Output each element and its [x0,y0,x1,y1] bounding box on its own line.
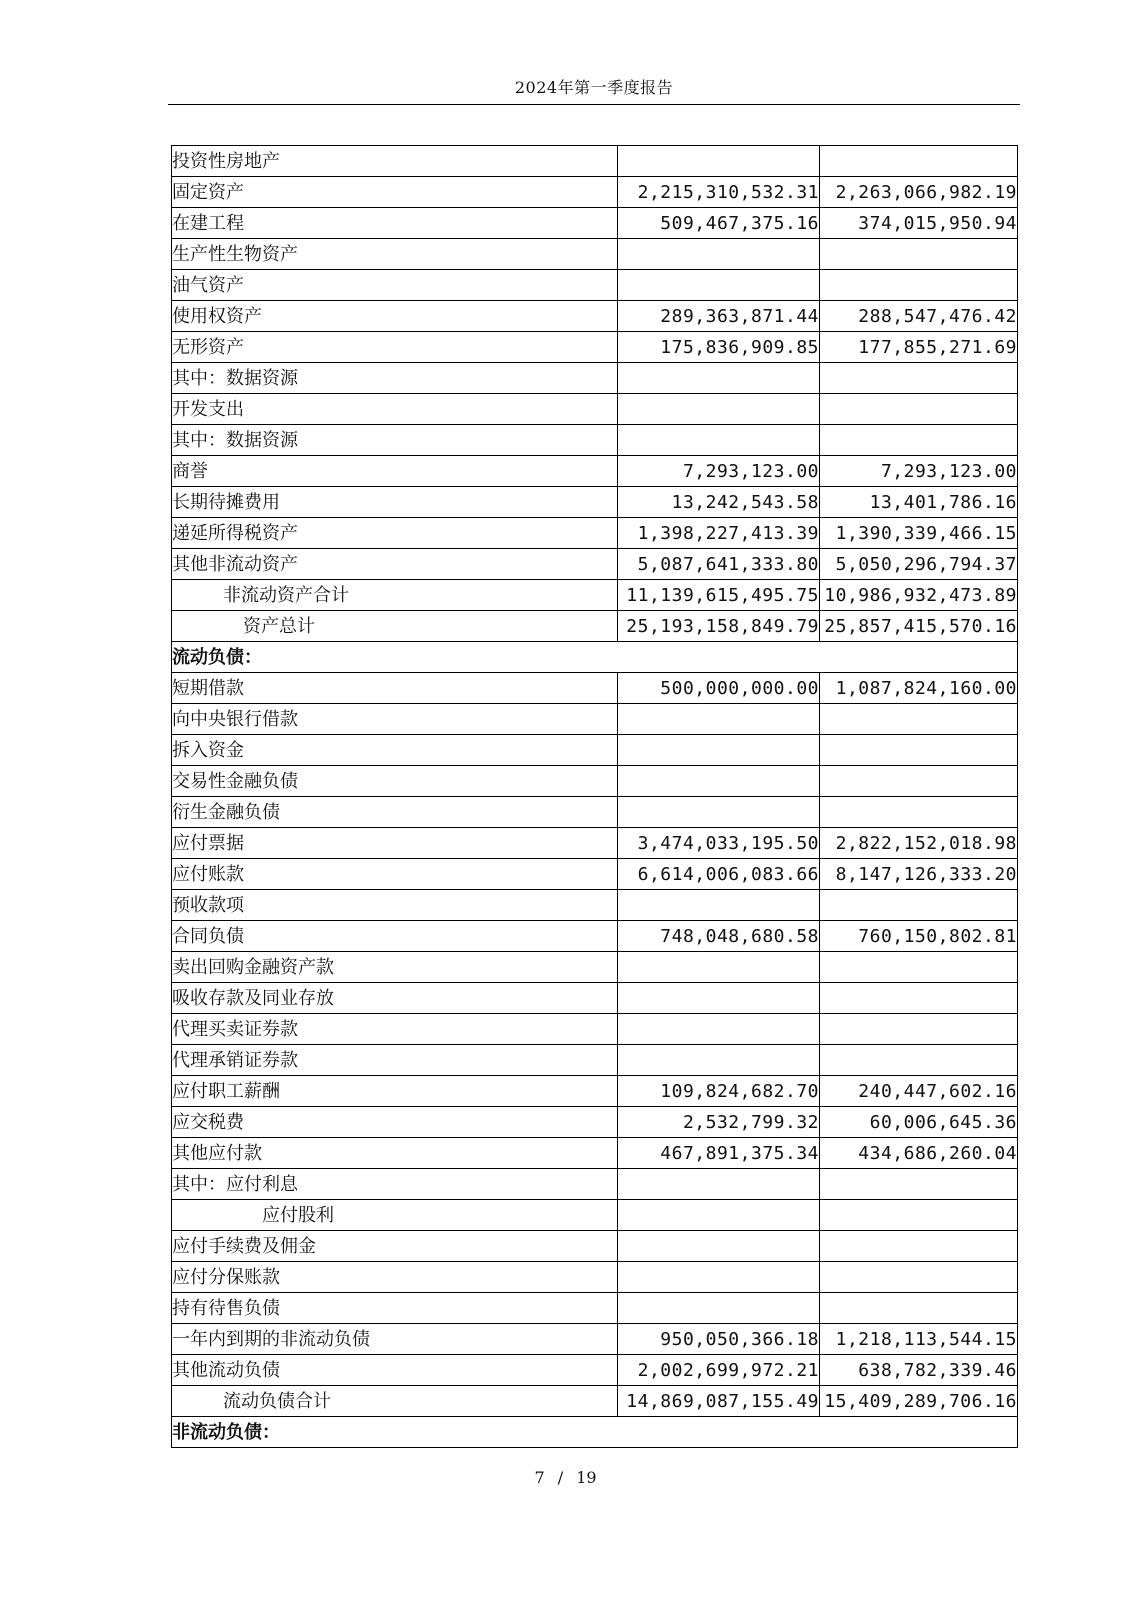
row-label: 使用权资产 [172,301,618,332]
current-period-value [618,735,820,766]
current-period-value [618,146,820,177]
row-label: 固定资产 [172,177,618,208]
table-row [172,952,1018,983]
page-footer [0,1468,1131,1488]
current-period-value [618,239,820,270]
row-label: 无形资产 [172,332,618,363]
row-label: 长期待摊费用 [172,487,618,518]
row-label: 递延所得税资产 [172,518,618,549]
prior-period-value [820,270,1018,301]
row-label: 代理买卖证券款 [172,1014,618,1045]
current-period-value: 950,050,366.18 [618,1324,820,1355]
table-row [172,1324,1018,1355]
row-label: 应付票据 [172,828,618,859]
row-label: 应交税费 [172,1107,618,1138]
current-period-value [618,363,820,394]
prior-period-value [820,735,1018,766]
row-label: 卖出回购金融资产款 [172,952,618,983]
prior-period-value: 8,147,126,333.20 [820,859,1018,890]
table-row [172,704,1018,735]
table-row [172,425,1018,456]
prior-period-value: 13,401,786.16 [820,487,1018,518]
row-label: 交易性金融负债 [172,766,618,797]
prior-period-value: 5,050,296,794.37 [820,549,1018,580]
prior-period-value [820,425,1018,456]
row-label: 其中：应付利息 [172,1169,618,1200]
balance-sheet-body [172,146,1018,1448]
row-label: 应付股利 [172,1200,618,1231]
table-row [172,797,1018,828]
prior-period-value [820,1045,1018,1076]
prior-period-value [820,1169,1018,1200]
table-row [172,580,1018,611]
prior-period-value: 2,822,152,018.98 [820,828,1018,859]
table-row [172,332,1018,363]
current-period-value: 3,474,033,195.50 [618,828,820,859]
prior-period-value: 1,087,824,160.00 [820,673,1018,704]
current-period-value: 467,891,375.34 [618,1138,820,1169]
table-row [172,487,1018,518]
table-row [172,208,1018,239]
row-label: 投资性房地产 [172,146,618,177]
prior-period-value: 638,782,339.46 [820,1355,1018,1386]
table-row [172,549,1018,580]
table-row [172,518,1018,549]
row-label: 开发支出 [172,394,618,425]
row-label: 在建工程 [172,208,618,239]
current-period-value: 6,614,006,083.66 [618,859,820,890]
prior-period-value [820,983,1018,1014]
current-period-value: 25,193,158,849.79 [618,611,820,642]
current-period-value [618,766,820,797]
row-label: 应付账款 [172,859,618,890]
prior-period-value [820,1200,1018,1231]
table-row [172,1045,1018,1076]
current-period-value [618,425,820,456]
current-period-value: 2,002,699,972.21 [618,1355,820,1386]
row-label: 其他非流动资产 [172,549,618,580]
row-label: 拆入资金 [172,735,618,766]
row-label: 商誉 [172,456,618,487]
current-period-value [618,704,820,735]
page-separator: / [557,1468,564,1487]
report-title: 2024年第一季度报告 [514,78,674,97]
current-period-value [618,1262,820,1293]
table-row [172,1293,1018,1324]
row-label: 吸收存款及同业存放 [172,983,618,1014]
table-row [172,1138,1018,1169]
current-period-value [618,983,820,1014]
prior-period-value: 25,857,415,570.16 [820,611,1018,642]
prior-period-value [820,890,1018,921]
prior-period-value [820,394,1018,425]
section-header-row [172,642,1018,673]
table-row [172,394,1018,425]
table-row [172,1231,1018,1262]
row-label: 应付职工薪酬 [172,1076,618,1107]
row-label: 合同负债 [172,921,618,952]
current-period-value: 2,215,310,532.31 [618,177,820,208]
prior-period-value [820,1293,1018,1324]
row-label: 其中：数据资源 [172,363,618,394]
prior-period-value: 15,409,289,706.16 [820,1386,1018,1417]
table-row [172,921,1018,952]
prior-period-value: 760,150,802.81 [820,921,1018,952]
row-label: 其他应付款 [172,1138,618,1169]
table-row [172,1076,1018,1107]
table-row [172,1386,1018,1417]
row-label: 非流动资产合计 [172,580,618,611]
current-period-value: 109,824,682.70 [618,1076,820,1107]
table-row [172,270,1018,301]
current-period-value: 7,293,123.00 [618,456,820,487]
table-row [172,177,1018,208]
prior-period-value [820,766,1018,797]
table-row [172,1107,1018,1138]
row-label: 生产性生物资产 [172,239,618,270]
row-label: 衍生金融负债 [172,797,618,828]
table-row [172,766,1018,797]
row-label: 向中央银行借款 [172,704,618,735]
row-label: 流动负债合计 [172,1386,618,1417]
current-period-value: 1,398,227,413.39 [618,518,820,549]
prior-period-value: 7,293,123.00 [820,456,1018,487]
prior-period-value [820,704,1018,735]
current-period-value: 5,087,641,333.80 [618,549,820,580]
current-period-value [618,890,820,921]
table-row [172,1200,1018,1231]
current-period-value: 500,000,000.00 [618,673,820,704]
row-label: 一年内到期的非流动负债 [172,1324,618,1355]
prior-period-value: 434,686,260.04 [820,1138,1018,1169]
prior-period-value: 374,015,950.94 [820,208,1018,239]
table-row [172,890,1018,921]
table-row [172,301,1018,332]
current-period-value: 748,048,680.58 [618,921,820,952]
table-row [172,983,1018,1014]
current-period-value: 509,467,375.16 [618,208,820,239]
table-row [172,673,1018,704]
section-label: 流动负债： [172,642,1018,673]
current-period-value: 175,836,909.85 [618,332,820,363]
row-label: 代理承销证券款 [172,1045,618,1076]
table-row [172,1355,1018,1386]
table-row [172,363,1018,394]
balance-sheet-table [171,145,1018,1448]
prior-period-value: 177,855,271.69 [820,332,1018,363]
row-label: 油气资产 [172,270,618,301]
current-period-value [618,1169,820,1200]
current-period-value [618,1045,820,1076]
current-period-value [618,394,820,425]
table-row [172,1014,1018,1045]
table-row [172,456,1018,487]
table-row [172,146,1018,177]
prior-period-value [820,952,1018,983]
table-row [172,611,1018,642]
current-period-value [618,1231,820,1262]
table-row [172,735,1018,766]
current-period-value: 14,869,087,155.49 [618,1386,820,1417]
row-label: 应付手续费及佣金 [172,1231,618,1262]
row-label: 应付分保账款 [172,1262,618,1293]
table-row [172,1262,1018,1293]
prior-period-value [820,146,1018,177]
row-label: 预收款项 [172,890,618,921]
prior-period-value: 1,390,339,466.15 [820,518,1018,549]
row-label: 其他流动负债 [172,1355,618,1386]
row-label: 资产总计 [172,611,618,642]
prior-period-value [820,1262,1018,1293]
prior-period-value [820,797,1018,828]
prior-period-value: 2,263,066,982.19 [820,177,1018,208]
current-period-value: 289,363,871.44 [618,301,820,332]
table-row [172,828,1018,859]
row-label: 短期借款 [172,673,618,704]
current-period-value: 11,139,615,495.75 [618,580,820,611]
current-period-value [618,1014,820,1045]
prior-period-value [820,1231,1018,1262]
section-header-row [172,1417,1018,1448]
page-number: 7 [534,1468,545,1487]
table-row [172,1169,1018,1200]
prior-period-value: 10,986,932,473.89 [820,580,1018,611]
page-header [168,78,1020,105]
current-period-value [618,1200,820,1231]
prior-period-value: 240,447,602.16 [820,1076,1018,1107]
prior-period-value [820,1014,1018,1045]
prior-period-value [820,363,1018,394]
current-period-value [618,952,820,983]
current-period-value [618,1293,820,1324]
row-label: 其中：数据资源 [172,425,618,456]
prior-period-value: 288,547,476.42 [820,301,1018,332]
prior-period-value: 1,218,113,544.15 [820,1324,1018,1355]
table-row [172,859,1018,890]
table-row [172,239,1018,270]
page-total: 19 [576,1468,597,1487]
current-period-value: 2,532,799.32 [618,1107,820,1138]
current-period-value: 13,242,543.58 [618,487,820,518]
section-label: 非流动负债： [172,1417,1018,1448]
current-period-value [618,270,820,301]
current-period-value [618,797,820,828]
row-label: 持有待售负债 [172,1293,618,1324]
prior-period-value [820,239,1018,270]
prior-period-value: 60,006,645.36 [820,1107,1018,1138]
